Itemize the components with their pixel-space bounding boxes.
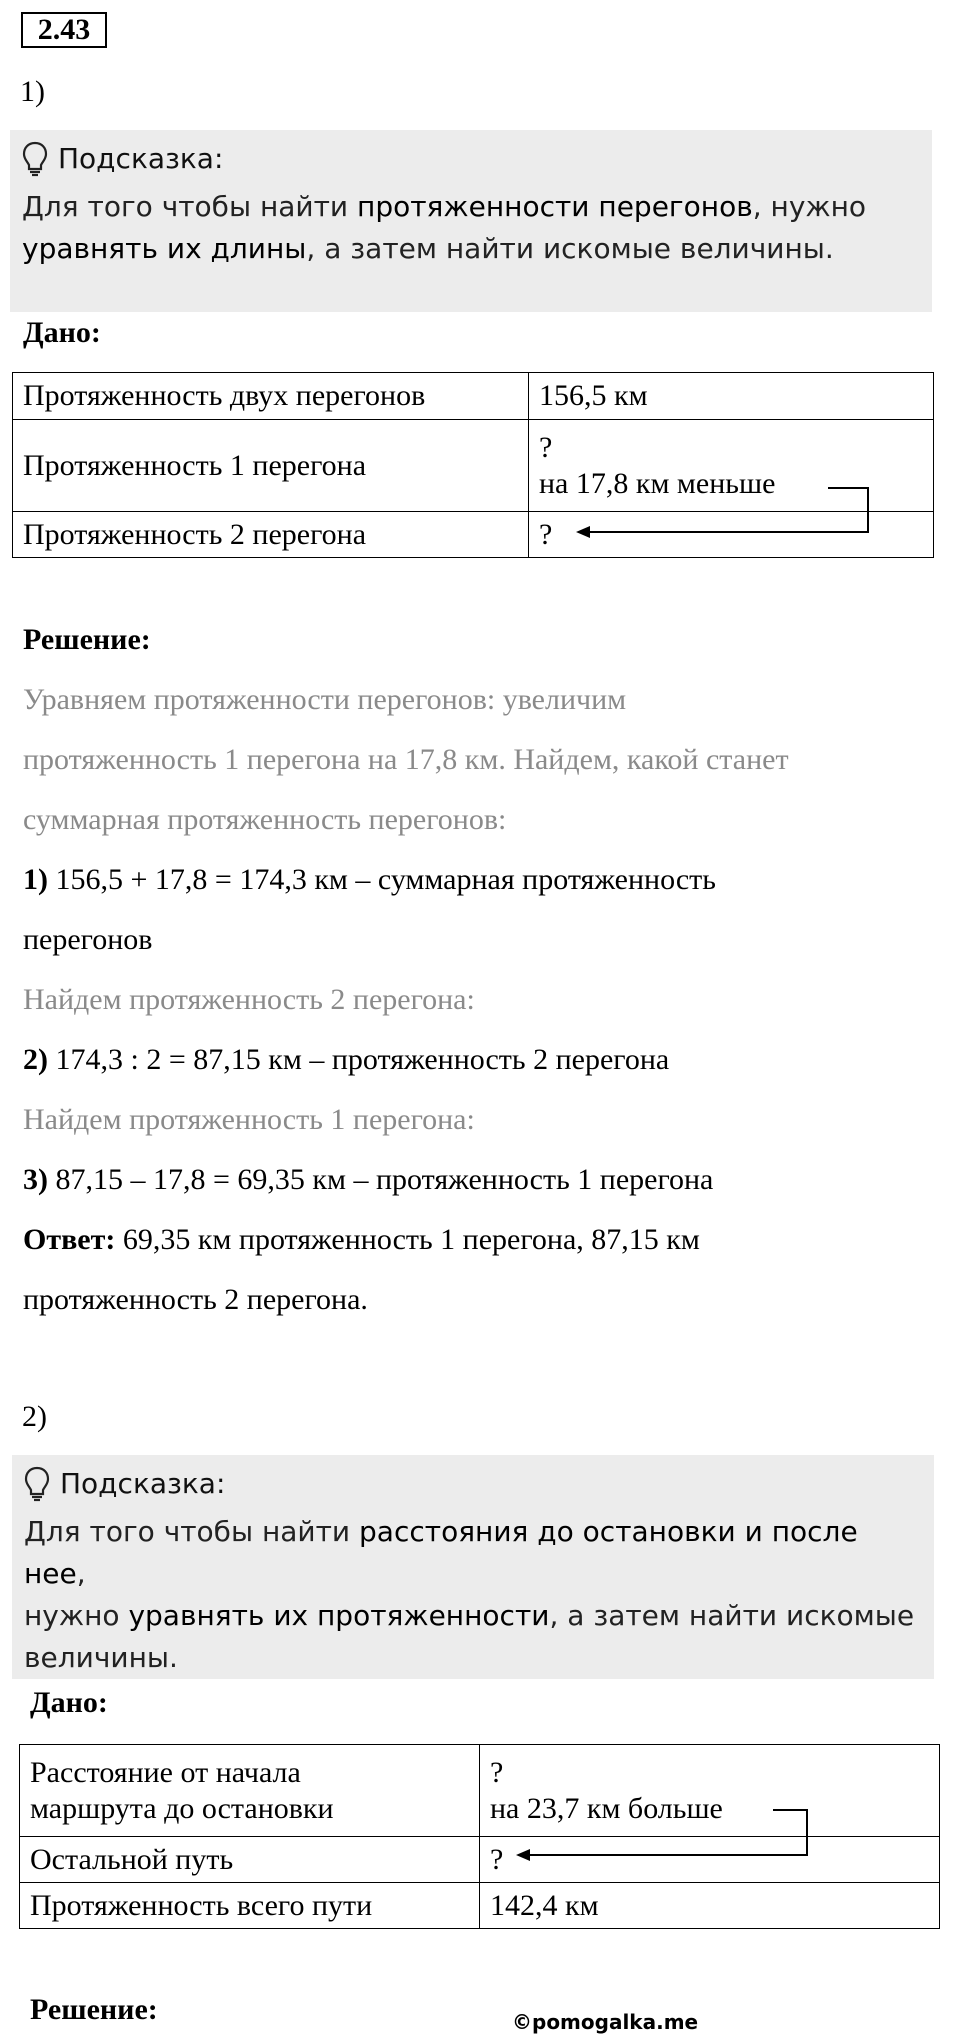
hint-emphasis: уравнять их длины (22, 232, 307, 265)
hint-text: нужно уравнять их протяженности, а затем найти искомые (24, 1599, 915, 1632)
hint-emphasis: расстояния до остановки и после нее (24, 1515, 858, 1590)
table-cell-label: Протяженность 2 перегона (13, 512, 529, 558)
answer: Ответ: 69,35 км протяженность 1 перегона, 87,15 км (23, 1223, 700, 1256)
answer-continued: протяженность 2 перегона. (23, 1283, 368, 1316)
hint-text: Для того чтобы найти расстояния до остановки и после нее, (24, 1515, 858, 1590)
hint-title: Подсказка: (58, 142, 224, 175)
solution-title-2: Решение: (30, 1993, 158, 2026)
table-cell-value: 156,5 км (529, 373, 934, 420)
hint-title: Подсказка: (60, 1467, 226, 1500)
table-cell-value: ? на 23,7 км больше (480, 1745, 940, 1837)
solution-explanation: Найдем протяженность 1 перегона: (23, 1103, 475, 1136)
lightbulb-icon (24, 1466, 50, 1502)
table-cell-label: Расстояние от начала маршрута до остановки (20, 1745, 480, 1837)
table-row (13, 373, 934, 420)
solution-explanation: протяженность 1 перегона на 17,8 км. Найдем, какой станет (23, 743, 789, 776)
hint-text: Для того чтобы найти протяженности перегонов, нужно (22, 190, 867, 223)
table-cell-value: ? (480, 1837, 940, 1883)
hint-emphasis: уравнять их протяженности (128, 1599, 550, 1632)
hint-box-1 (10, 130, 932, 312)
comparison-arrow-2 (510, 1800, 820, 1860)
table-cell-label: Остальной путь (20, 1837, 480, 1883)
hint-text: уравнять их длины, а затем найти искомые величины. (22, 232, 834, 265)
table-cell-label: Протяженность всего пути (20, 1883, 480, 1929)
problem-number: 2.43 (21, 12, 107, 48)
table-cell-value: 142,4 км (480, 1883, 940, 1929)
comparison-arrow-1 (570, 480, 880, 540)
table-cell-label: Протяженность двух перегонов (13, 373, 529, 420)
table-row (20, 1883, 940, 1929)
solution-title-1: Решение: (23, 623, 151, 656)
solution-explanation: Уравняем протяженности перегонов: увеличим (23, 683, 627, 716)
part-2-label: 2) (22, 1400, 47, 1433)
hint-box-2 (12, 1455, 934, 1679)
solution-step-3: 3) 87,15 – 17,8 = 69,35 км – протяженность 1 перегона (23, 1163, 714, 1196)
hint-emphasis: протяженности перегонов (357, 190, 753, 223)
solution-explanation: Найдем протяженность 2 перегона: (23, 983, 475, 1016)
given-title-2: Дано: (30, 1686, 108, 1719)
solution-step-2: 2) 174,3 : 2 = 87,15 км – протяженность 2 перегона (23, 1043, 670, 1076)
watermark: ©pomogalka.me (512, 2010, 699, 2034)
solution-step-1: 1) 156,5 + 17,8 = 174,3 км – суммарная протяженность (23, 863, 716, 896)
table-cell-label: Протяженность 1 перегона (13, 420, 529, 512)
solution-step-1-continued: перегонов (23, 923, 153, 956)
table-cell-value: ? (529, 512, 934, 558)
given-title-1: Дано: (23, 316, 101, 349)
lightbulb-icon (22, 141, 48, 177)
solution-explanation: суммарная протяженность перегонов: (23, 803, 507, 836)
table-cell-value: ? на 17,8 км меньше (529, 420, 934, 512)
part-1-label: 1) (20, 75, 45, 108)
hint-text: величины. (24, 1641, 178, 1674)
